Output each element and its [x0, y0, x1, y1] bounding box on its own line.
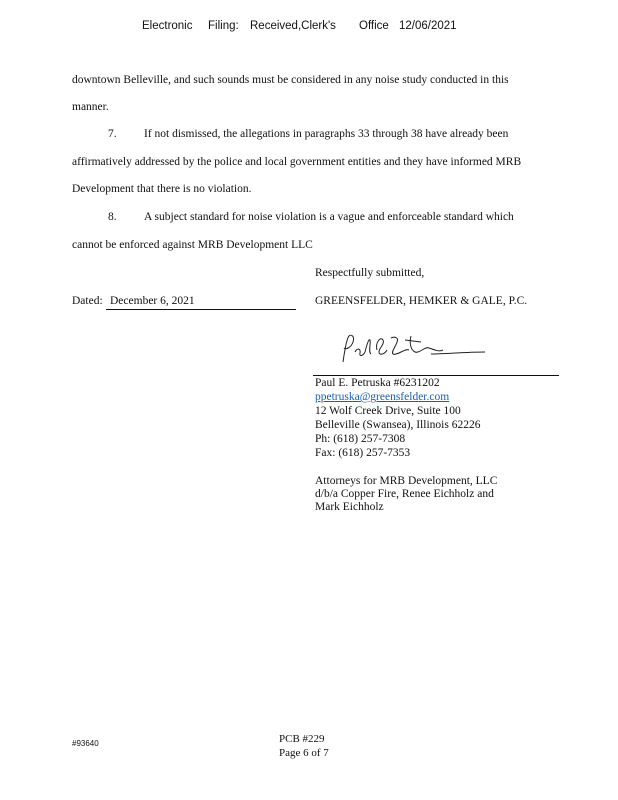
signature-line: [313, 375, 559, 376]
header-office: Office: [359, 20, 389, 32]
footer-page-number: Page 6 of 7: [279, 747, 329, 759]
body-line-1: downtown Belleville, and such sounds must be considered in any noise study conducted in this: [72, 74, 509, 86]
attorney-name: Paul E. Petruska #6231202: [315, 377, 440, 389]
header-filing: Filing:: [208, 20, 239, 32]
phone-number: Ph: (618) 257-7308: [315, 433, 406, 445]
footer-pcb: PCB #229: [279, 733, 325, 745]
body-line-2: manner.: [72, 101, 109, 113]
header-received: Received,Clerk's: [250, 20, 336, 32]
paragraph-8-number: 8.: [108, 211, 117, 223]
paragraph-7-line-3: Development that there is no violation.: [72, 183, 252, 195]
handwritten-signature: [335, 330, 495, 375]
paragraph-8-line-1: A subject standard for noise violation is a vague and enforceable standard which: [144, 211, 514, 223]
paragraph-7-line-1: If not dismissed, the allegations in paragraphs 33 through 38 have already been: [144, 128, 509, 140]
header-date: 12/06/2021: [399, 20, 457, 32]
paragraph-8-line-2: cannot be enforced against MRB Development LLC: [72, 239, 313, 251]
attorneys-for-line-2: d/b/a Copper Fire, Renee Eichholz and: [315, 488, 494, 500]
attorneys-for-line-1: Attorneys for MRB Development, LLC: [315, 475, 498, 487]
fax-number: Fax: (618) 257-7353: [315, 447, 411, 459]
firm-name: GREENSFELDER, HEMKER & GALE, P.C.: [315, 295, 528, 307]
respectfully-submitted: Respectfully submitted,: [315, 267, 425, 279]
paragraph-7-line-2: affirmatively addressed by the police and local government entities and they have informed MRB: [72, 156, 522, 168]
dated-underline: [106, 309, 296, 310]
address-line-1: 12 Wolf Creek Drive, Suite 100: [315, 405, 461, 417]
dated-value: December 6, 2021: [110, 295, 195, 307]
header-electronic: Electronic: [142, 20, 193, 32]
paragraph-7-number: 7.: [108, 128, 117, 140]
address-line-2: Belleville (Swansea), Illinois 62226: [315, 419, 481, 431]
dated-label: Dated:: [72, 295, 103, 307]
attorneys-for-line-3: Mark Eichholz: [315, 501, 384, 513]
document-number: #93640: [72, 739, 99, 748]
attorney-email-link[interactable]: ppetruska@greensfelder.com: [315, 391, 450, 403]
